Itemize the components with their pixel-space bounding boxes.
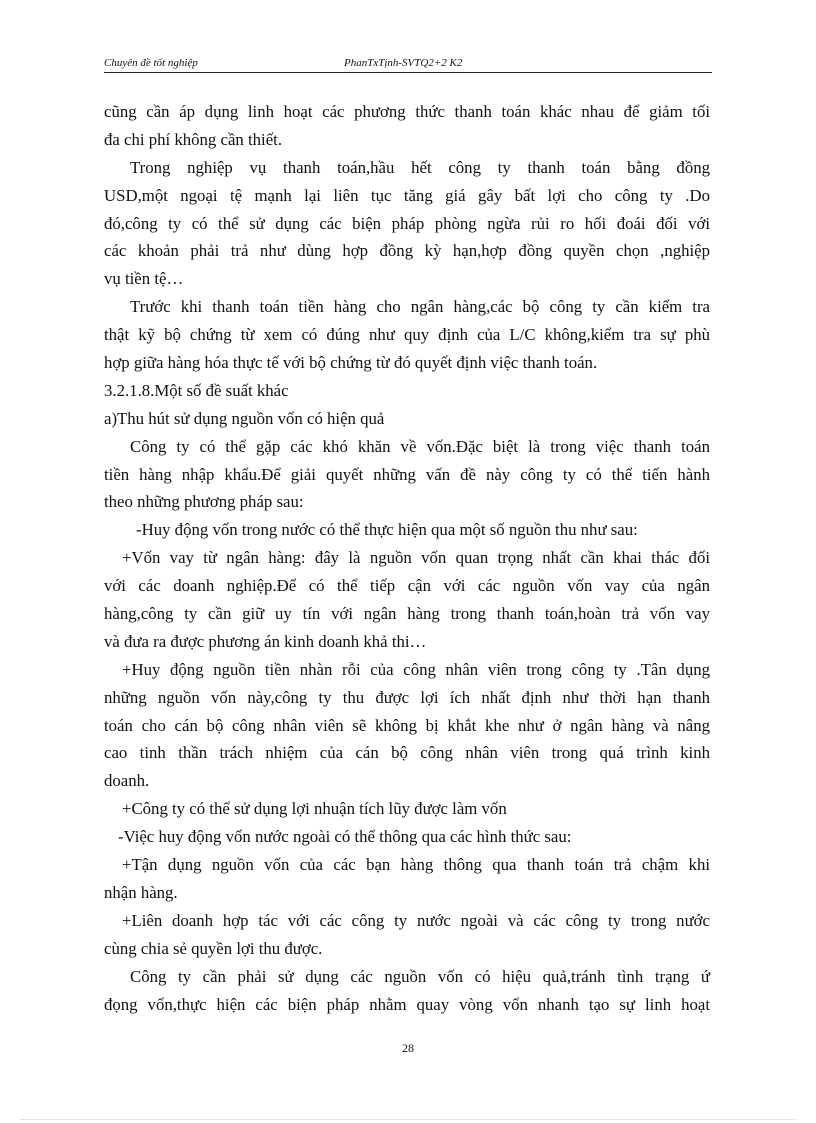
text-line: +Liên doanh hợp tác với các công ty nước ngoài và các công ty trong nước [122, 910, 710, 930]
text-line: -Việc huy động vốn nước ngoài có thể thông qua các hình thức sau: [118, 827, 572, 847]
text-line: tiền hàng nhập khẩu.Để giải quyết những vấn đề này công ty có thể tiến hành [104, 464, 710, 484]
text-line: cùng chia sẻ quyền lợi thu được. [104, 938, 323, 958]
text-line: hợp giữa hàng hóa thực tế với bộ chứng từ đó quyết định việc thanh toán. [104, 353, 598, 373]
text-line: đó,công ty có thể sử dụng các biện pháp phòng ngừa rủi ro hối đoái đối với [104, 213, 710, 233]
text-line: 3.2.1.8.Một số đề suất khác [104, 380, 289, 400]
text-line: doanh. [104, 771, 150, 791]
text-line: thật kỹ bộ chứng từ xem có đúng như quy định của L/C không,kiểm tra sự phù [104, 325, 710, 345]
text-line: cao tinh thần trách nhiệm của cán bộ công nhân viên trong quá trình kinh [104, 743, 710, 763]
text-line: nhận hàng. [104, 882, 178, 902]
text-line: a)Thu hút sử dụng nguồn vốn có hiện quả [104, 408, 385, 428]
text-line: +Vốn vay từ ngân hàng: đây là nguồn vốn quan trọng nhất cần khai thác đối [122, 548, 710, 568]
text-line: hàng,công ty cần giữ uy tín với ngân hàng trong thanh toán,hoàn trả vốn vay [104, 604, 710, 624]
page-bottom-divider [20, 1119, 796, 1120]
page-header [104, 56, 712, 73]
text-line: theo những phương pháp sau: [104, 492, 304, 512]
text-line: các khoản phải trả như dùng hợp đồng kỳ hạn,hợp đồng quyền chọn ,nghiệp [104, 241, 710, 261]
text-line: đa chi phí không cần thiết. [104, 129, 283, 149]
text-line: Công ty cần phải sử dụng các nguồn vốn có hiệu quả,tránh tình trạng ứ [130, 966, 710, 986]
page-number: 28 [402, 1041, 414, 1055]
text-line: +Tận dụng nguồn vốn của các bạn hàng thông qua thanh toán trả chậm khi [122, 855, 710, 875]
text-line: đọng vốn,thực hiện các biện pháp nhằm quay vòng vốn nhanh tạo sự linh hoạt [104, 994, 710, 1014]
text-line: -Huy động vốn trong nước có thể thực hiện qua một số nguồn thu như sau: [136, 520, 638, 540]
text-line: USD,một ngoại tệ mạnh lại liên tục tăng giá gây bất lợi cho công ty .Do [104, 185, 710, 205]
header-document-title: Chuyên đề tốt nghiệp [104, 57, 198, 69]
text-line: Trước khi thanh toán tiền hàng cho ngân hàng,các bộ công ty cần kiểm tra [130, 297, 710, 317]
text-line: vụ tiền tệ… [104, 269, 184, 289]
text-line: và đưa ra được phương án kinh doanh khả thi… [104, 631, 427, 651]
text-line: Công ty có thể gặp các khó khăn về vốn.Đặc biệt là trong việc thanh toán [130, 436, 710, 456]
body-text [104, 98, 710, 1018]
text-line: +Huy động nguồn tiền nhàn rỗi của công nhân viên trong công ty .Tân dụng [122, 659, 710, 679]
header-author: PhanTxTịnh-SVTQ2+2 K2 [344, 57, 463, 69]
text-line: +Công ty có thể sử dụng lợi nhuận tích lũy được làm vốn [122, 799, 507, 819]
text-line: cũng cần áp dụng linh hoạt các phương thức thanh toán khác nhau để giảm tối [104, 102, 710, 121]
text-line: Trong nghiệp vụ thanh toán,hầu hết công ty thanh toán bằng đồng [130, 157, 710, 177]
text-line: toán cho cán bộ công nhân viên sẽ không bị khắt khe như ở ngân hàng và nâng [104, 715, 710, 735]
text-line: những nguồn vốn này,công ty thu được lợi ích nhất định như thời hạn thanh [104, 687, 710, 707]
text-line: với các doanh nghiệp.Để có thể tiếp cận với các nguồn vốn vay của ngân [104, 576, 710, 596]
